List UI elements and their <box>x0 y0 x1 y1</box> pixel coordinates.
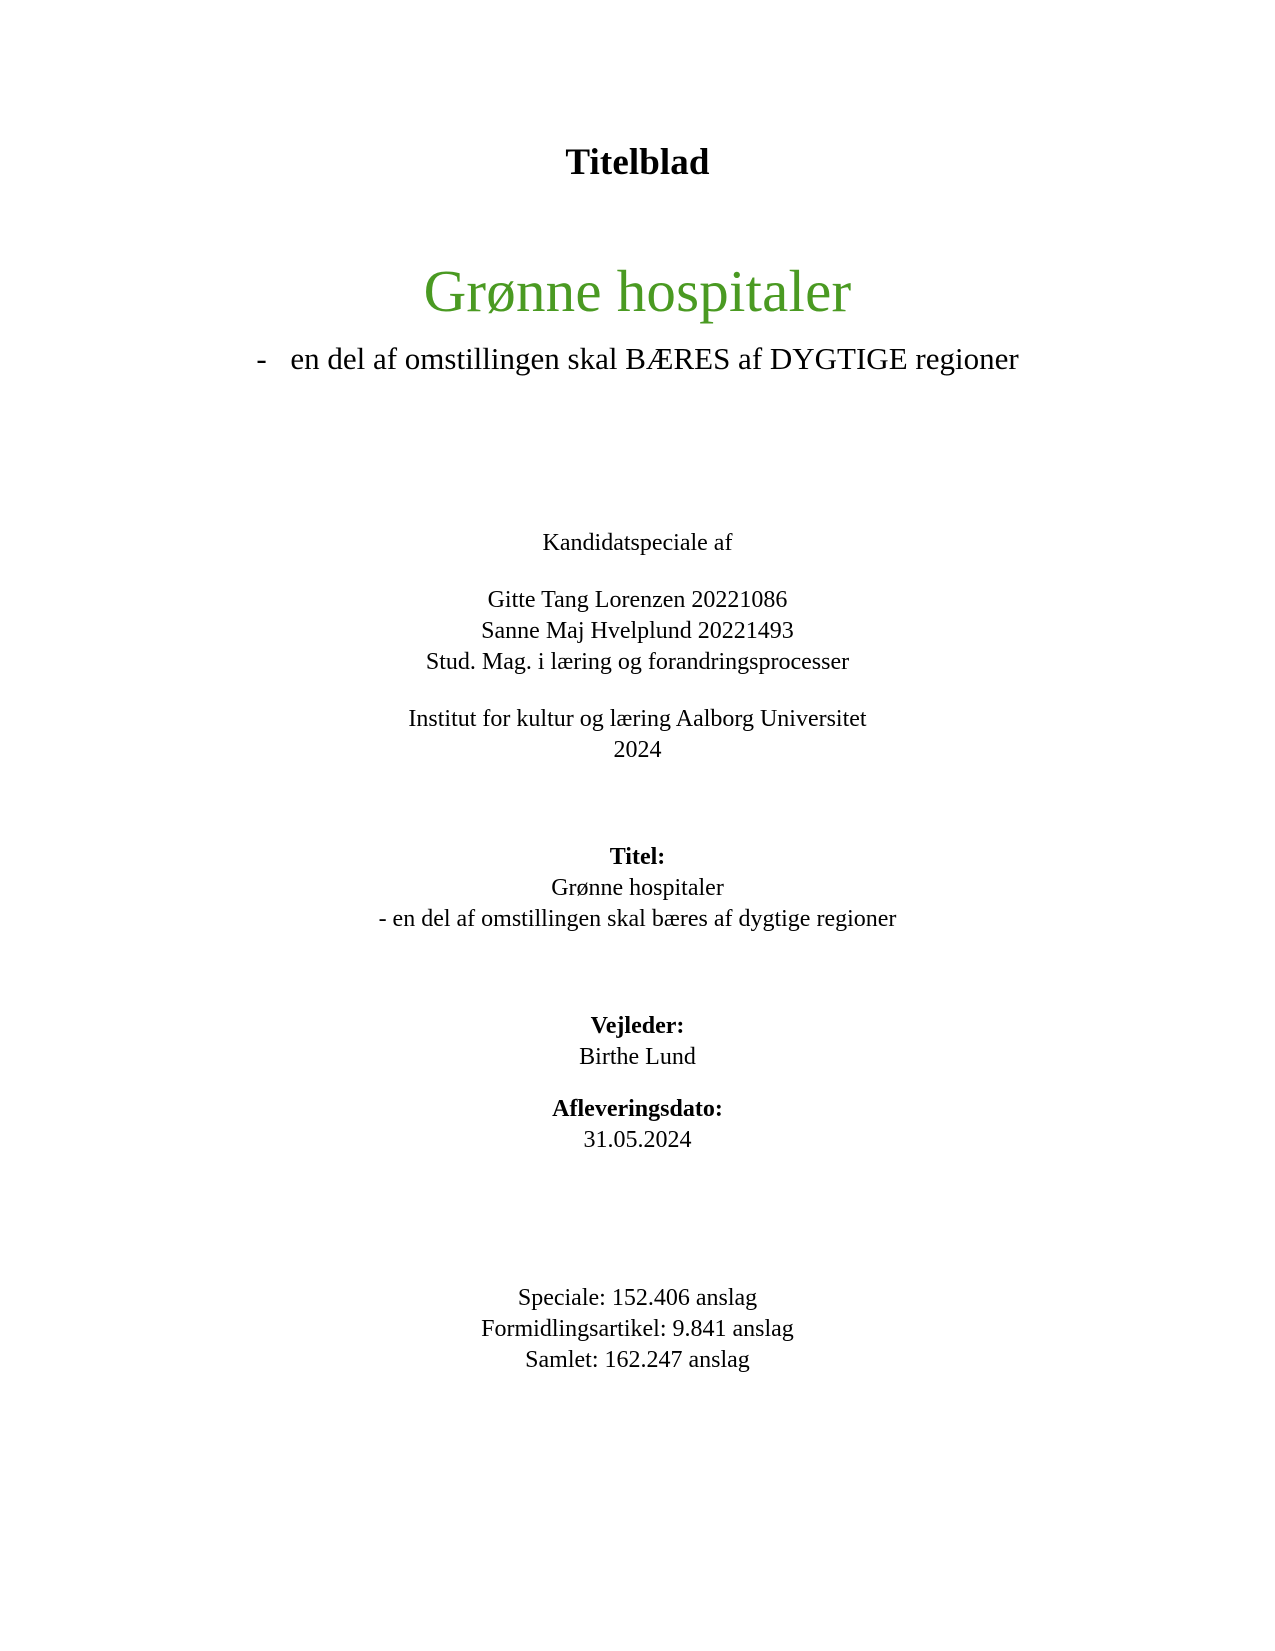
supervisor-name: Birthe Lund <box>579 1043 696 1070</box>
main-title <box>0 258 1275 324</box>
character-count-block <box>0 1283 1275 1376</box>
author-block <box>0 528 1275 766</box>
character-count-article: Formidlingsartikel: 9.841 anslag <box>481 1315 794 1342</box>
title-metadata-line-1: Grønne hospitaler <box>551 874 724 901</box>
submission-date-value: 31.05.2024 <box>583 1126 692 1153</box>
author-programme: Stud. Mag. i læring og forandringsprocesser <box>425 648 850 675</box>
author-name-2: Sanne Maj Hvelplund 20221493 <box>481 617 794 644</box>
author-block-intro: Kandidatspeciale af <box>542 530 733 556</box>
page-title: Titelblad <box>565 142 710 183</box>
subtitle <box>0 340 1275 377</box>
supervisor-block <box>0 1011 1275 1073</box>
author-name-1: Gitte Tang Lorenzen 20221086 <box>487 586 788 613</box>
title-metadata-block <box>0 842 1275 935</box>
title-metadata-label: Titel: <box>609 844 666 870</box>
submission-date-block <box>0 1094 1275 1156</box>
supervisor-label: Vejleder: <box>590 1013 685 1039</box>
subtitle-dash: - <box>256 341 267 376</box>
author-institution: Institut for kultur og læring Aalborg Universitet <box>408 705 867 732</box>
author-year: 2024 <box>613 736 662 763</box>
title-metadata-line-2: - en del af omstillingen skal bæres af dygtige regioner <box>378 905 897 932</box>
submission-date-label: Afleveringsdato: <box>552 1096 723 1122</box>
character-count-thesis: Speciale: 152.406 anslag <box>517 1285 758 1311</box>
character-count-total: Samlet: 162.247 anslag <box>525 1346 750 1373</box>
subtitle-text: en del af omstillingen skal BÆRES af DYGTIGE regioner <box>290 341 1019 376</box>
main-title-text: Grønne hospitaler <box>423 258 852 324</box>
